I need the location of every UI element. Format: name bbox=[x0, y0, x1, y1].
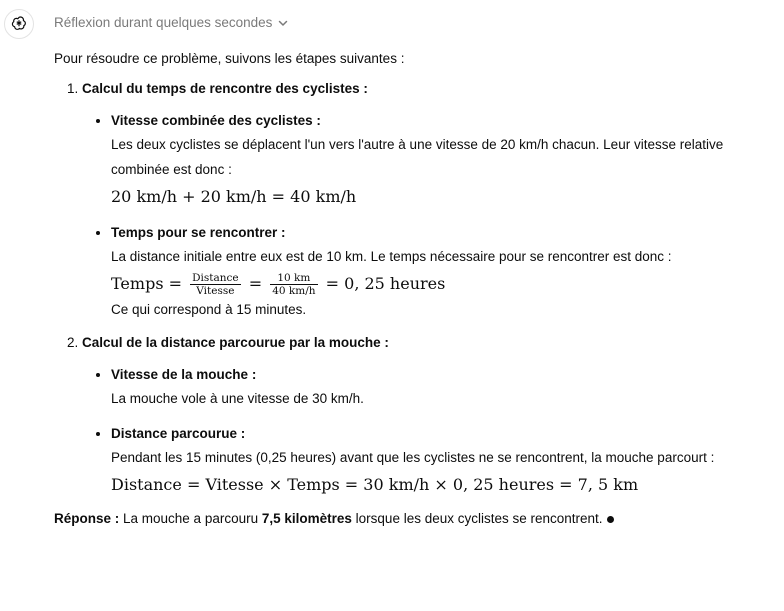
sub-item bbox=[111, 421, 754, 498]
answer-label: Réponse : bbox=[54, 511, 120, 526]
fraction bbox=[190, 272, 241, 297]
steps-list bbox=[54, 78, 754, 498]
answer-text bbox=[54, 508, 754, 530]
answer-highlight: 7,5 kilomètres bbox=[261, 511, 352, 526]
sub-title: • Vitesse combinée des cyclistes : bbox=[111, 113, 321, 128]
sub-text: La mouche vole à une vitesse de 30 km/h. bbox=[111, 391, 364, 406]
math-formula bbox=[111, 271, 754, 297]
intro-text: Pour résoudre ce problème, suivons les étapes suivantes : bbox=[54, 51, 405, 66]
step-title: Calcul du temps de rencontre des cyclistes : bbox=[82, 81, 368, 96]
fraction-numerator: 10 km bbox=[270, 272, 317, 285]
sub-title: • Temps pour se rencontrer : bbox=[111, 225, 286, 240]
thinking-toggle[interactable] bbox=[54, 15, 289, 30]
math-formula: Distance = Vitesse × Temps = 30 km/h × 0, 25 heures = 7, 5 km bbox=[111, 475, 639, 494]
sub-list bbox=[82, 362, 754, 498]
answer-text-2: lorsque les deux cyclistes se rencontrent. bbox=[351, 511, 603, 526]
answer-text-1: La mouche a parcouru bbox=[119, 511, 262, 526]
math-formula: 20 km/h + 20 km/h = 40 km/h bbox=[111, 187, 357, 206]
sub-list bbox=[82, 108, 754, 322]
step-2 bbox=[82, 332, 754, 498]
streaming-cursor-icon bbox=[607, 516, 614, 523]
math-rhs: = 0, 25 heures bbox=[325, 274, 446, 293]
sub-text: Les deux cyclistes se déplacent l'un vers l'autre à une vitesse de 20 km/h chacun. Leur vitesse relative combinée est donc : bbox=[111, 137, 724, 177]
sub-item bbox=[111, 108, 754, 210]
fraction bbox=[270, 272, 317, 297]
sub-title: • Vitesse de la mouche : bbox=[111, 367, 257, 382]
step-1 bbox=[82, 78, 754, 322]
math-lhs: Temps = bbox=[111, 274, 183, 293]
sub-text-after: Ce qui correspond à 15 minutes. bbox=[111, 302, 307, 317]
sub-item bbox=[111, 362, 754, 411]
chevron-down-icon bbox=[277, 17, 289, 29]
assistant-logo-icon bbox=[4, 9, 34, 39]
fraction-denominator: Vitesse bbox=[196, 285, 235, 297]
math-equals: = bbox=[248, 274, 263, 293]
fraction-numerator: Distance bbox=[192, 272, 239, 284]
sub-item bbox=[111, 220, 754, 322]
step-title: Calcul de la distance parcourue par la mouche : bbox=[82, 335, 389, 350]
sub-text: Pendant les 15 minutes (0,25 heures) avant que les cyclistes ne se rencontrent, la mouche parcourt : bbox=[111, 450, 715, 465]
sub-title: • Distance parcourue : bbox=[111, 426, 246, 441]
thinking-label: Réflexion durant quelques secondes bbox=[54, 15, 273, 30]
fraction-denominator: 40 km/h bbox=[272, 285, 316, 297]
sub-text: La distance initiale entre eux est de 10 km. Le temps nécessaire pour se rencontrer est donc : bbox=[111, 249, 672, 264]
assistant-message bbox=[54, 48, 754, 530]
